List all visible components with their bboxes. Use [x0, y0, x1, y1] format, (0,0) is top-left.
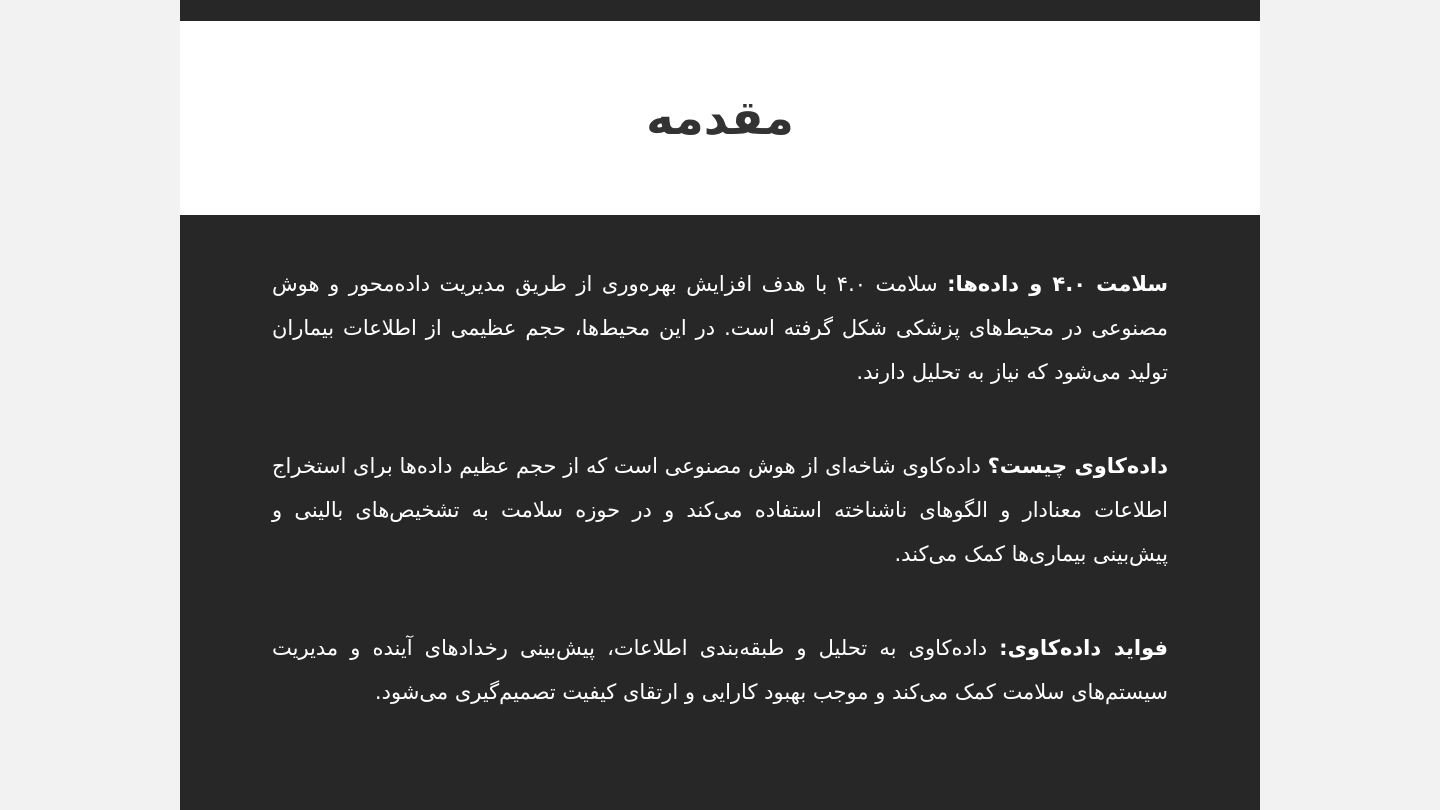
- paragraph-benefits-of-data-mining: [272, 626, 1168, 714]
- title-slide: [180, 21, 1260, 215]
- slide-title: مقدمه: [646, 90, 794, 146]
- slide-deck: [180, 0, 1260, 810]
- paragraph-lead-health-4-0: سلامت ۴.۰ و داده‌ها:: [947, 272, 1169, 296]
- previous-slide-bottom-edge: [180, 0, 1260, 21]
- content-slide: [180, 215, 1260, 810]
- paragraph-what-is-data-mining: [272, 444, 1168, 576]
- paragraph-health-4-0: [272, 262, 1168, 394]
- paragraph-lead-what-is-data-mining: داده‌کاوی چیست؟: [987, 454, 1168, 478]
- paragraph-lead-benefits-of-data-mining: فواید داده‌کاوی:: [999, 636, 1168, 660]
- paragraph-body-what-is-data-mining: داده‌کاوی شاخه‌ای از هوش مصنوعی است که از حجم عظیم داده‌ها برای استخراج اطلاعات معنادار و الگوهای ناشناخته استفاده می‌کند و در حوزه سلامت به تشخیص‌های بالینی و پیش‌بینی بیماری‌ها کمک می‌کند.: [272, 454, 1168, 566]
- paragraph-body-health-4-0: سلامت ۴.۰ با هدف افزایش بهره‌وری از طریق مدیریت داده‌محور و هوش مصنوعی در محیط‌های پزشکی شکل گرفته است. در این محیط‌ها، حجم عظیمی از اطلاعات بیماران تولید می‌شود که نیاز به تحلیل دارند.: [272, 272, 1168, 384]
- paragraph-body-benefits-of-data-mining: داده‌کاوی به تحلیل و طبقه‌بندی اطلاعات، پیش‌بینی رخدادهای آینده و مدیریت سیستم‌های سلامت کمک می‌کند و موجب بهبود کارایی و ارتقای کیفیت تصمیم‌گیری می‌شود.: [272, 636, 1168, 704]
